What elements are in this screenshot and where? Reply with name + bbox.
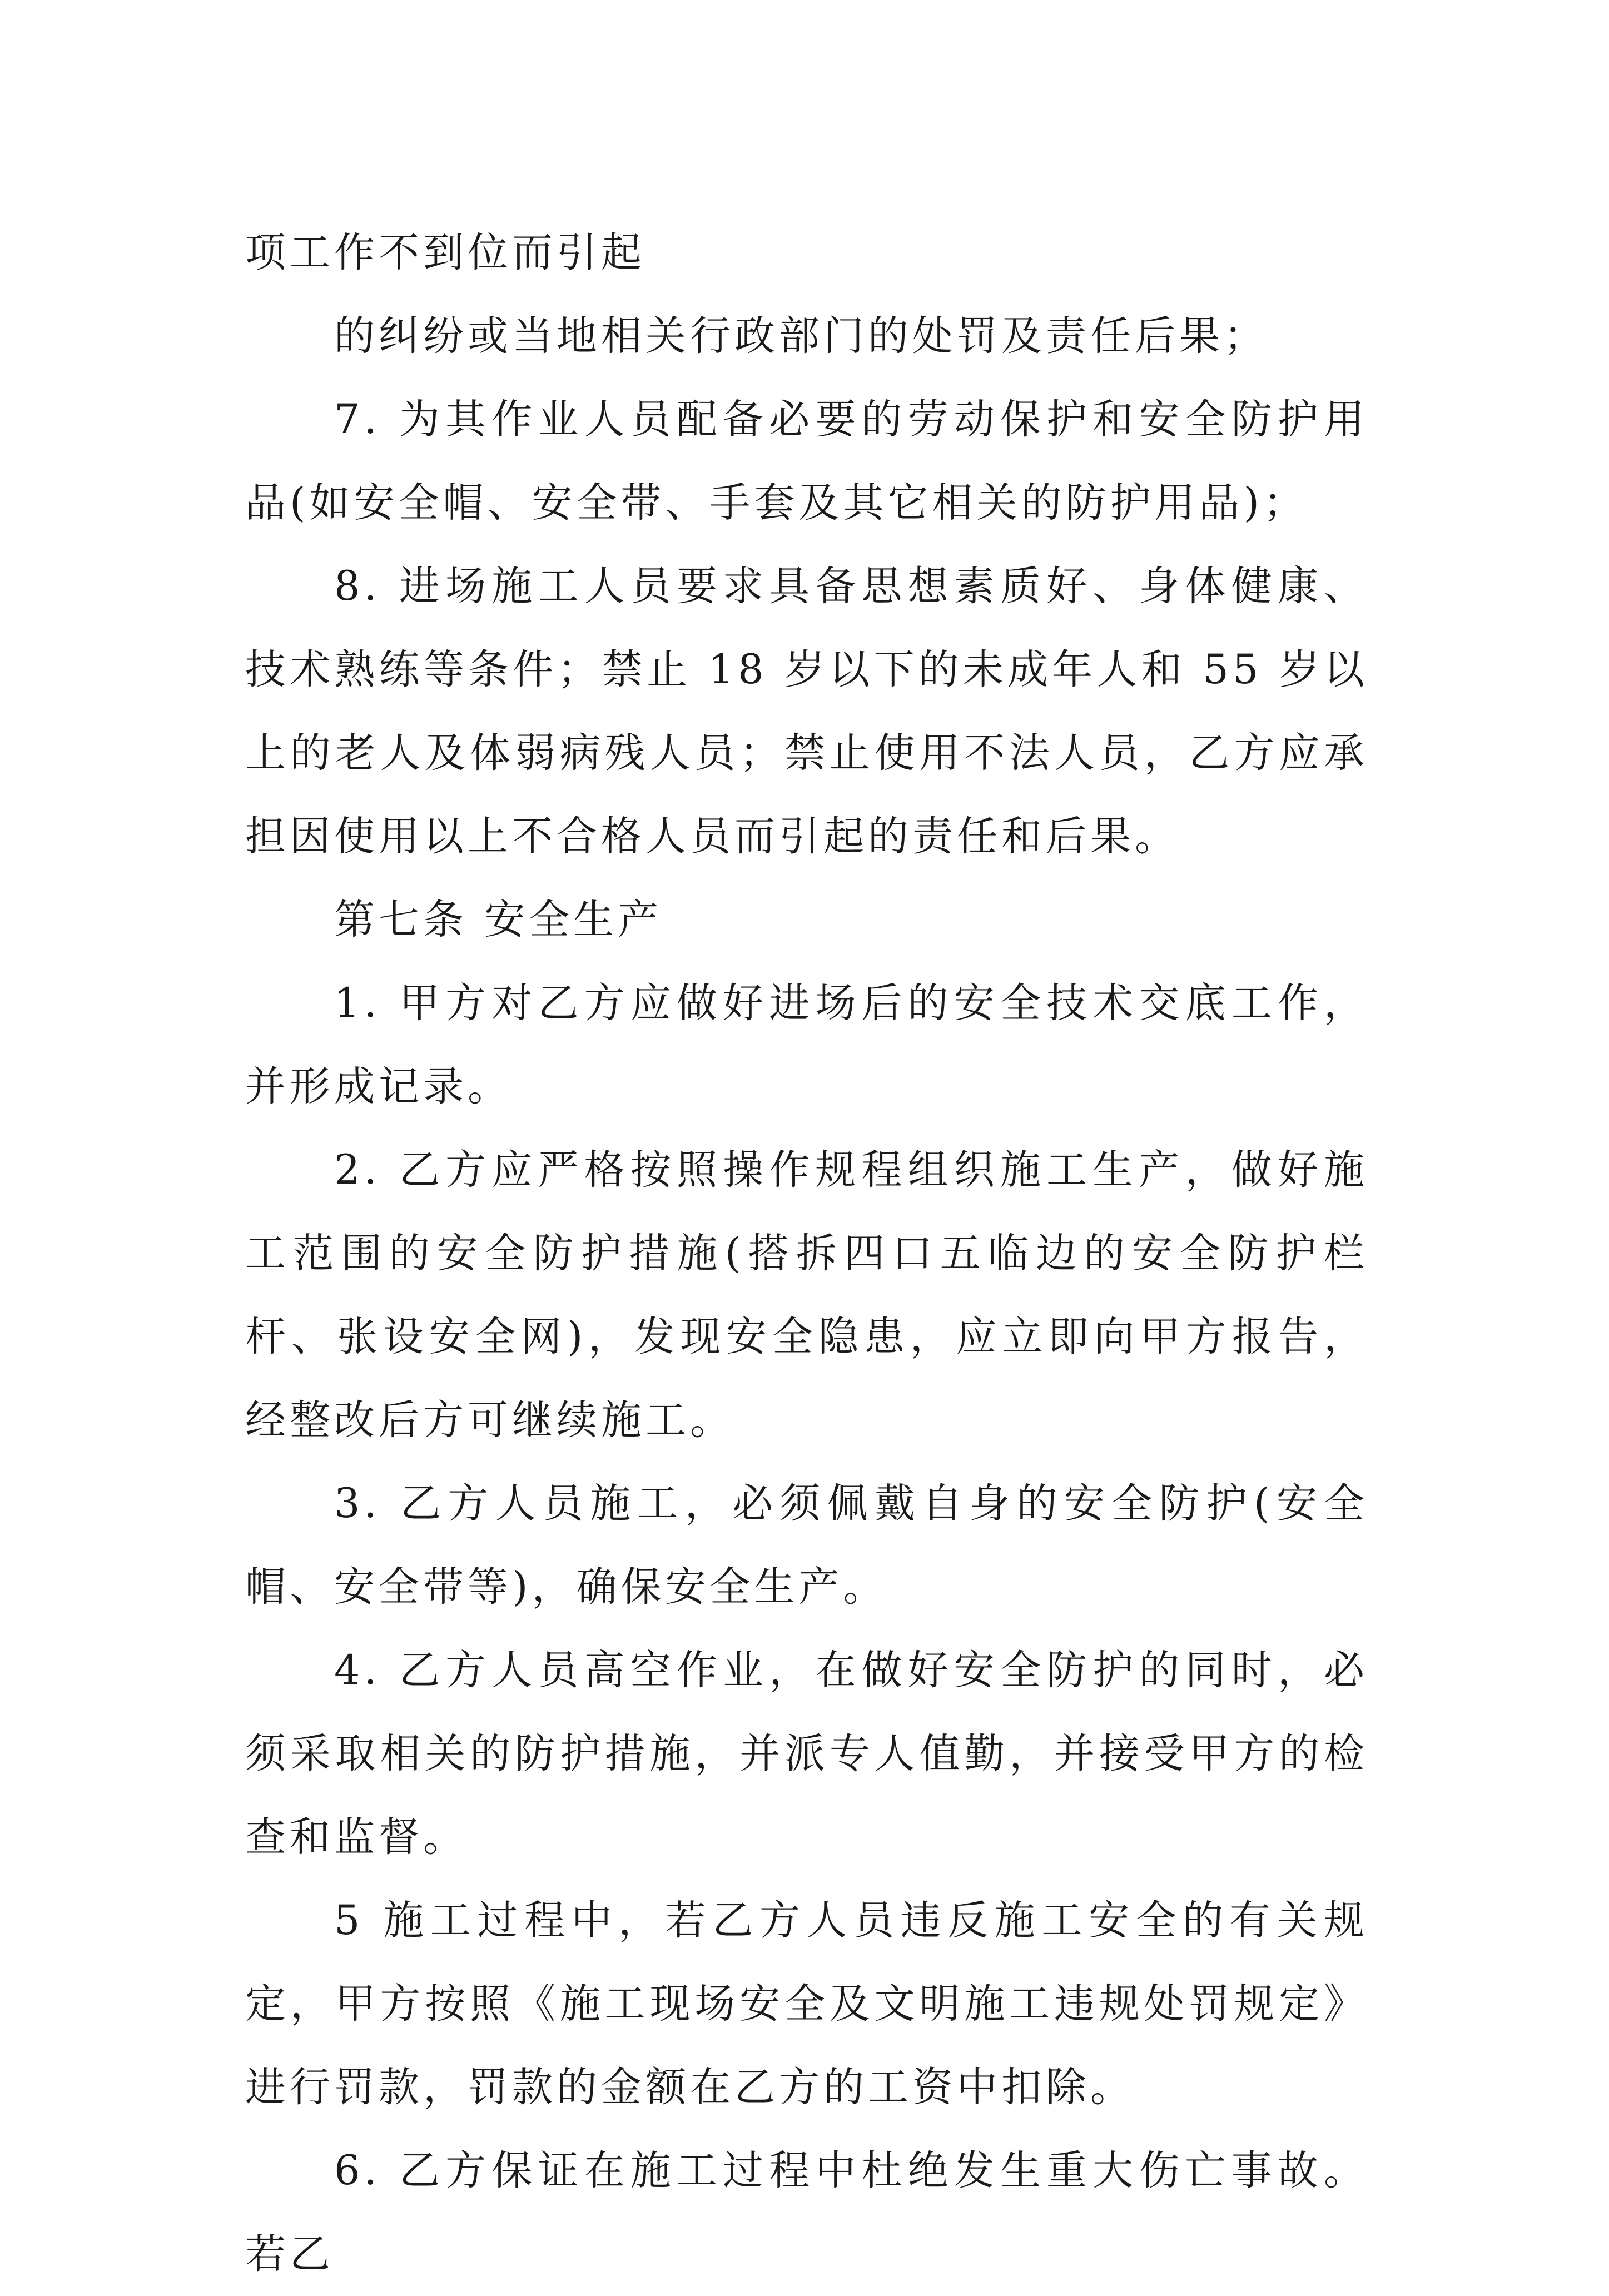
paragraph: 5 施工过程中，若乙方人员违反施工安全的有关规定，甲方按照《施工现场安全及文明施工违规处罚规定》进行罚款，罚款的金额在乙方的工资中扣除。: [245, 1897, 1368, 2111]
section-heading: 第七条 安全生产: [334, 896, 663, 943]
paragraph: 的纠纷或当地相关行政部门的处罚及责任后果；: [334, 312, 1268, 360]
paragraph: 项工作不到位而引起: [245, 229, 645, 276]
paragraph: 6. 乙方保证在施工过程中杜绝发生重大伤亡事故。若乙: [245, 2147, 1368, 2278]
paragraph: 1. 甲方对乙方应做好进场后的安全技术交底工作，并形成记录。: [245, 980, 1368, 1110]
document-body: [245, 211, 1368, 2296]
paragraph: 4. 乙方人员高空作业，在做好安全防护的同时，必须采取相关的防护措施，并派专人值勤，并接受甲方的检查和监督。: [245, 1647, 1368, 1861]
paragraph: 3. 乙方人员施工，必须佩戴自身的安全防护(安全帽、安全带等)，确保安全生产。: [245, 1480, 1368, 1611]
paragraph: 2. 乙方应严格按照操作规程组织施工生产，做好施工范围的安全防护措施(搭拆四口五临边的安全防护栏杆、张设安全网)，发现安全隐患，应立即向甲方报告，经整改后方可继续施工。: [245, 1146, 1368, 1444]
paragraph: 8. 进场施工人员要求具备思想素质好、身体健康、技术熟练等条件；禁止 18 岁以下的未成年人和 55 岁以上的老人及体弱病残人员；禁止使用不法人员，乙方应承担因使用以上不合格人员而引起的责任和后果。: [245, 563, 1368, 860]
paragraph: 7. 为其作业人员配备必要的劳动保护和安全防护用品(如安全帽、安全带、手套及其它相关的防护用品)；: [245, 396, 1368, 526]
